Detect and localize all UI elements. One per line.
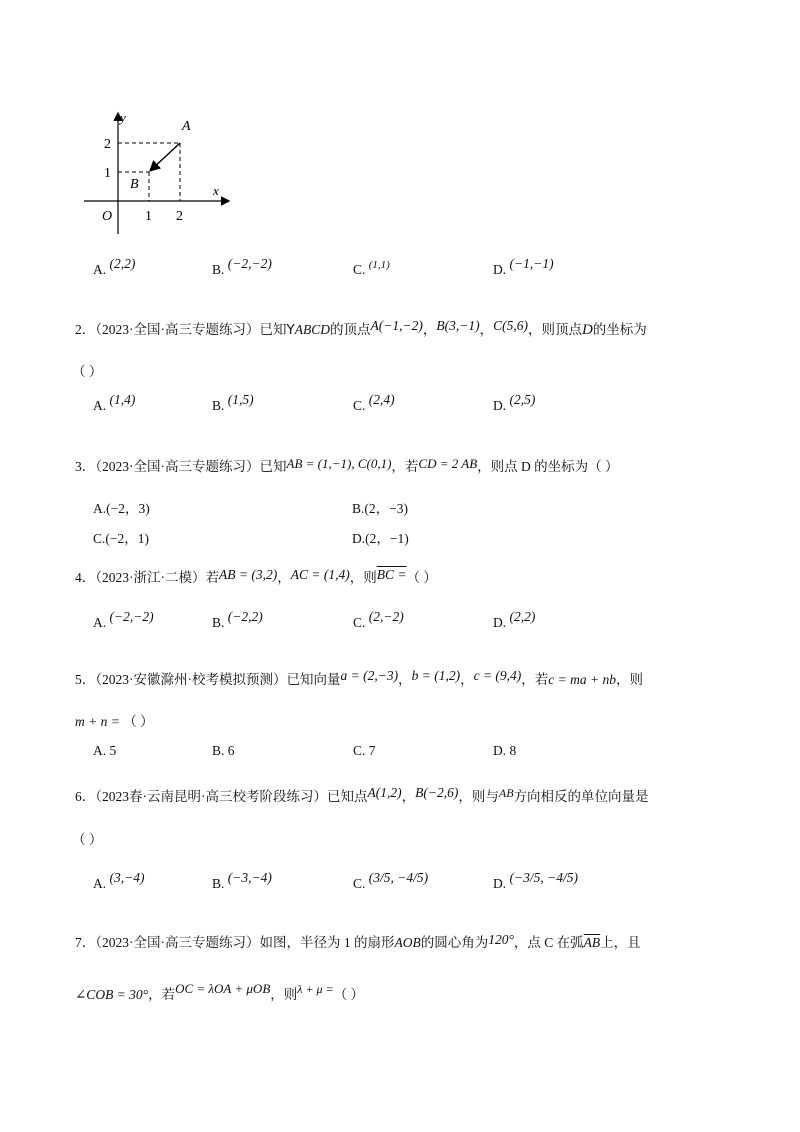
y-label: y xyxy=(120,110,126,125)
q1-option-a[interactable]: A. (2,2) xyxy=(93,256,136,277)
q3-option-c[interactable]: C.(−2，1) xyxy=(93,531,149,546)
tick-y1: 1 xyxy=(104,166,111,181)
q4-option-b[interactable]: B. (−2,2) xyxy=(212,609,263,630)
q5-option-b[interactable]: B. 6 xyxy=(212,743,235,758)
tick-x1: 1 xyxy=(145,209,152,224)
q3-option-a[interactable]: A.(−2，3) xyxy=(93,501,150,516)
q1-option-c[interactable]: C. $^{(1,1)}$ xyxy=(353,259,390,277)
point-a-label: A xyxy=(182,119,191,134)
q2-option-b[interactable]: B. (1,5) xyxy=(212,392,254,413)
q3-stem: 3．（2023·全国·高三专题练习）已知AB = (1,−1), C(0,1)，若CD = 2 AB，则点 D 的坐标为（ ） xyxy=(75,456,619,474)
q4-stem: 4．（2023·浙江·二模）若AB = (3,2)，AC = (1,4)，则BC =（ ） xyxy=(75,567,437,585)
q3-option-b[interactable]: B.(2，−3) xyxy=(352,501,408,516)
q7-line2: ∠COB = 30°，若OC = λOA + μOB，则λ + μ =（ ） xyxy=(75,981,365,1002)
q7-stem: 7．（2023·全国·高三专题练习）如图，半径为 1 的扇形AOB的圆心角为120°，点 C 在弧$\overline{AB}$上，且 xyxy=(75,932,641,950)
q5-option-a[interactable]: A. 5 xyxy=(93,743,117,758)
q5-option-c[interactable]: C. 7 xyxy=(353,743,376,758)
q6-option-d[interactable]: D. (−3/5, −4/5) xyxy=(493,870,578,891)
origin-label: O xyxy=(102,209,113,224)
q4-option-a[interactable]: A. (−2,−2) xyxy=(93,609,154,630)
q2-option-a[interactable]: A. (1,4) xyxy=(93,392,136,413)
q2-stem: 2．（2023·全国·高三专题练习）已知YABCD的顶点A(−1,−2)，B(3,−1)，C(5,6)，则顶点D的坐标为 xyxy=(75,318,647,338)
q2-option-c[interactable]: C. (2,4) xyxy=(353,392,395,413)
vector-ab xyxy=(151,143,180,170)
q6-option-b[interactable]: B. (−3,−4) xyxy=(212,870,272,891)
q6-option-c[interactable]: C. (3/5, −4/5) xyxy=(353,870,429,891)
q6-option-a[interactable]: A. (3,−4) xyxy=(93,870,145,891)
tick-y2: 2 xyxy=(104,137,111,152)
q1-option-b[interactable]: B. (−2,−2) xyxy=(212,256,272,277)
q6-stem: 6．（2023春·云南昆明·高三校考阶段练习）已知点A(1,2)，B(−2,6)，则与AB方向相反的单位向量是 xyxy=(75,785,649,804)
q3-option-d[interactable]: D.(2，−1) xyxy=(352,531,409,546)
x-label: x xyxy=(213,183,219,198)
q4-option-c[interactable]: C. (2,−2) xyxy=(353,609,404,630)
q6-blank: （ ） xyxy=(72,832,103,847)
q2-option-d[interactable]: D. (2,5) xyxy=(493,392,536,413)
q5-option-d[interactable]: D. 8 xyxy=(493,743,517,758)
coordinate-figure xyxy=(80,108,240,238)
point-b-label: B xyxy=(130,177,139,192)
tick-x2: 2 xyxy=(176,209,183,224)
q1-option-d[interactable]: D. (−1,−1) xyxy=(493,256,554,277)
q5-stem: 5．（2023·安徽滁州·校考模拟预测）已知向量a = (2,−3)，b = (1,2)，c = (9,4)，若c = ma + nb，则 xyxy=(75,668,644,687)
q5-line2: m + n = （ ） xyxy=(75,714,154,729)
q4-option-d[interactable]: D. (2,2) xyxy=(493,609,536,630)
q2-blank: （ ） xyxy=(72,364,103,379)
